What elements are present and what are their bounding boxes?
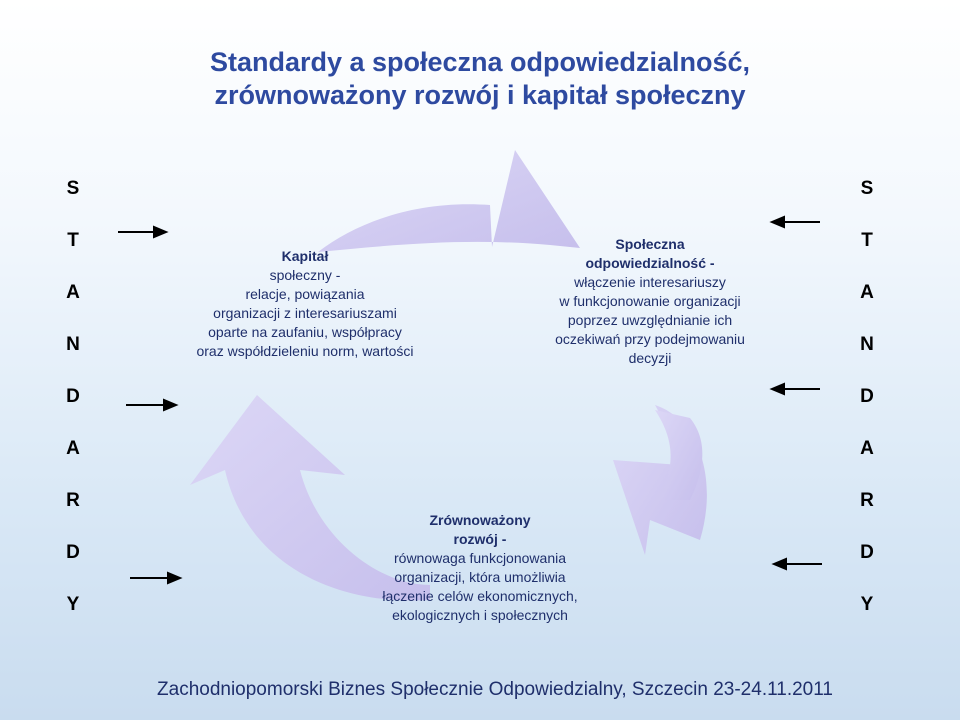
kapital-heading: Kapitał: [281, 248, 329, 264]
left-letter: T: [67, 230, 79, 251]
left-letter: R: [66, 490, 80, 511]
zrownowazony-line: łączenie celów ekonomicznych,: [382, 588, 578, 604]
left-letter: A: [66, 438, 80, 459]
left-letter: N: [66, 334, 80, 355]
spoleczna-line: odpowiedzialność -: [585, 255, 715, 271]
spoleczna-line: w funkcjonowanie organizacji: [559, 293, 741, 309]
left-letter: A: [66, 282, 80, 303]
left-standardy-column: [58, 174, 88, 642]
kapital-line: oparte na zaufaniu, współpracy: [208, 324, 402, 340]
left-letter: D: [66, 542, 80, 563]
right-letter: A: [860, 438, 874, 459]
kapital-line: relacje, powiązania: [245, 286, 365, 302]
left-letter: D: [66, 386, 80, 407]
spoleczna-odpowiedzialnosc-box: [520, 235, 780, 368]
right-letter: D: [860, 386, 874, 407]
left-letter: S: [66, 178, 80, 199]
kapital-line: oraz współdzieleniu norm, wartości: [196, 343, 414, 359]
title-line-2: zrównoważony rozwój i kapitał społeczny: [214, 80, 746, 110]
right-letter: N: [860, 334, 874, 355]
title-line-1: Standardy a społeczna odpowiedzialność,: [209, 47, 751, 77]
page-title: [0, 46, 960, 112]
left-letter: Y: [66, 594, 80, 615]
spoleczna-line: poprzez uwzględnianie ich: [567, 312, 733, 328]
zrownowazony-line: równowaga funkcjonowania: [394, 550, 566, 566]
zrownowazony-line: ekologicznych i społecznych: [392, 607, 568, 623]
zrownowazony-line: rozwój -: [453, 531, 507, 547]
kapital-spoleczny-box: [150, 247, 460, 361]
spoleczna-line: włączenie interesariuszy: [574, 274, 726, 290]
spoleczna-line: oczekiwań przy podejmowaniu: [555, 331, 745, 347]
spoleczna-heading: Społeczna: [615, 236, 685, 252]
right-standardy-column: [852, 174, 882, 642]
right-letter: S: [860, 178, 874, 199]
kapital-line: organizacji z interesariuszami: [213, 305, 397, 321]
zrownowazony-heading: Zrównoważony: [429, 512, 531, 528]
zrownowazony-line: organizacji, która umożliwia: [394, 569, 566, 585]
right-letter: R: [860, 490, 874, 511]
right-letter: D: [860, 542, 874, 563]
right-letter: T: [861, 230, 873, 251]
right-letter: Y: [860, 594, 874, 615]
footer-caption: Zachodniopomorski Biznes Społecznie Odpowiedzialny, Szczecin 23-24.11.2011: [157, 679, 833, 700]
right-letter: A: [860, 282, 874, 303]
kapital-line: społeczny -: [269, 267, 341, 283]
zrownowazony-rozwoj-box: [330, 511, 630, 625]
spoleczna-line: decyzji: [628, 350, 672, 366]
